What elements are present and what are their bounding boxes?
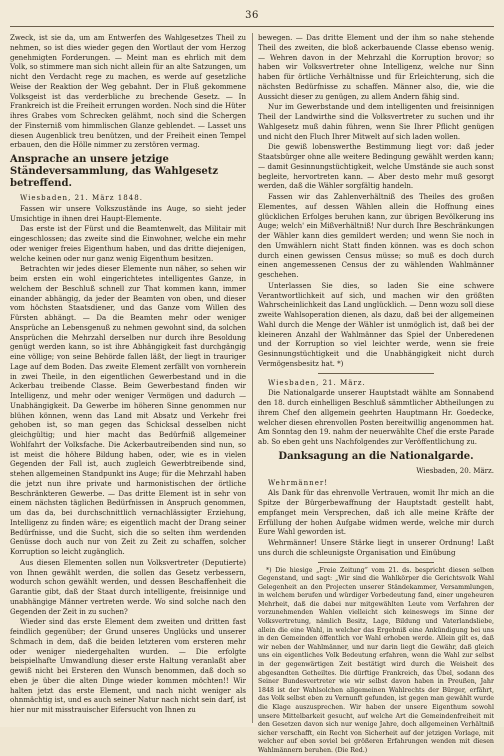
- left-paragraph-4: Betrachten wir jedes dieser Elemente nun näher, so sehen wir beim ersten ein wohl eingerichtetes intelligentes Ganze, in welchem der Beschluß schnell zur That kommen kann, immer einander abhängig, da jeder der Beamten von oben, und dieser vom höchsten Staatsdiener, und das Ganze vom Willen des Fürsten abhängt. — Da die Beamten mehr oder weniger Ansprüche an Lebensgenuß zu nehmen gewohnt sind, da solchen Ansprüchen die Mehrzahl derselben nur durch ihre Besoldung genügt werden kann, so ist ihre Abhängigkeit fast durchgängig eine völlige; von seine Behörde fallen läßt, der liegt in trauriger Lage auf dem Boden. Das zweite Element zerfällt von vornherein in zwei Theile, in den eigentlichen Gewerbestand und in die Ackerbau treibende Classe. Beim Gewerbestand finden wir Intelligenz, und mehr oder weniger Vermögen und dadurch — Unabhängigkeit. Da Gewerbe im höheren Sinne genommen nur blühen können, wenn das Land mit Absatz und Verkehr frei gehoben ist, so man gegen das Schicksal desselben nicht gleichgültig; und hier macht das Bedürfniß allgemeiner Wohlfahrt der Volksfache. Die Ackerbautreibenden sind nun, so ist meist die höhere Bildung haben, oder, wie es in vielen Gegenden der Fall ist, auch zugleich Gewerbtreibende sind, stehen allgemeinen Standpunkt ins Auge; für die Mehrzahl haben die jetzt nun ihre private und harmonistischen der örtliche Beschränkteren Gewerbe. — Das dritte Element ist in sehr von einem nächsten täglichen Bedürfnissen in Anspruch genommen, um das da, bei durchschnittlich vernachlässigter Erziehung, Intelligenz zu finden wäre; es eigentlich macht der Drang seiner Bedürfnisse, und die Sucht, sich die so selten ihm werdenden Genüsse doch auch nur von Zeit zu Zeit zu schaffen, solcher Korruption so leicht zugänglich.: [10, 264, 246, 556]
- text-columns: [10, 27, 494, 754]
- left-paragraph-6: Wieder sind das erste Element dem zweiten und dritten fast feindlich gegenüber; der Grund unseres Unglücks und unserer Schmach in dem, daß die beiden letzteren vom ersteren mehr oder weniger niedergehalten wurden. — Die erfolgte beispielhafte Umwandlung dieser erste Haltung veranlaßt aber gewiß nicht bei Ersteren den Wunsch benommen, daß doch so eben je über die alten Dinge wieder kommen möchten!! Wir halten jetzt das erste Element, und nach nicht weniger als ohnmächtig ist, und es auch seiner Natur nach nicht sein darf, ist hier nur mit misstrauischer Eifersucht von Ihnen zu: [10, 617, 246, 714]
- article-heading: Ansprache an unsere jetzige Ständeversammlung, das Wahlgesetz betreffend.: [10, 154, 219, 189]
- column-divider: [252, 33, 253, 723]
- footnote-text: *) Die hiesige „Freie Zeitung“ vom 21. ds. bespricht diesen selben Gegenstand, und sagt: „Wir sind die Wahlkörper die Gerichtsvolk Wahl Gelegenheit an den Projecten unserer Ständekammer, Versammlungen, in welchem berufen und würdiger Vorbedeutung fand, einer ungeheuren Mehrheit, daß die dabei nur mitgewählten Leute vom Verfahren der vorzunehmenden Wahlen vielleicht sich keineswegs im Sinne der Volksvertretung, nämlich Besitz, Lage, Bildung und Vaterlandsliebe, allein die eine Wahl, in welcher das Ergebniß eine Ankündigung bei uns in den Gemeinden öffentlich vor Wahl erhoben werde. Allein gilt es, daß wir neben der Wahlmänner, und nur darin liegt die Gewähr, daß gleich uns ein eigentliches Volk Bedeutung erfahren, wenn die Wahl zur selbst in der gegenwärtigen Zeit bestätigt wird durch die Weisheit des abgesandten Getheiltes. Die dürftige Frankreich, das Übel, sodann des Seiner Bundesvertreter wie wir selbst davon haben in Preußen, Jahr 1848 ist der Wahlsolchen allgemeinen Wahlrechts der Bürger, erfährt, das Volk selbst eben zu Vernunft gefunden, ist gegen man gewählt wurde die Klage auszusprechen. Wir haben der unsere Eigenthum sowohl unsere Mittelbarkeit gesucht, auf welche Art die Gemeindenfreiheit mit den Gesetzen davon sich nur wenige Jahre, doch allgemeinen Verhältniß sicher verschafft, ein Recht von Sicherheit auf der jetzigen Vorlage, mit welcher auf eben soviel bei größeren Erfahrungen wenden mit diesen Wahlmännern beruhen. (Die Red.): [258, 566, 494, 754]
- right-paragraph-2: Nur im Gewerbstande und dem intelligenten und freisinnigen Theil der Landwirthe sind die Volksvertreter zu suchen und ihr Wahlgesetz muß dahin führen, wenn Sie Ihrer Pflicht genügen und nicht den Fluch Ihrer Mitwelt auf sich laden wollen.: [258, 102, 494, 141]
- footnote: [258, 567, 494, 756]
- right-paragraph-1: bewegen. — Das dritte Element und der ihm so nahe stehende Theil des zweiten, die bloß ackerbauende Classe ebenso wenig. — Wehren davon in der Mehrzahl die Korruption brovor; so haben wir Volksvertreter ohne Intelligenz, welche nur Sinn haben für örtliche Verhältnisse und für Erleichterung, sich die nächsten Bedürfnisse zu schaffen. Männer also, die, wie die Aussicht dieser zu genügen, zu allem Andern fähig sind.: [258, 33, 494, 101]
- salutation: Wehrmänner!: [268, 477, 329, 487]
- footnote-rule: [318, 562, 434, 563]
- right-paragraph-6: Die Nationalgarde unserer Hauptstadt wählte am Sonnabend den 18. durch einhelligen Beschluß sämmtlicher Abtheilungen zu ihrem Chef den allgemein geehrten Hauptmann Hr. Goedecke, welcher diesen ehrenvollen Posten bereitwillig angenommen hat. Am Sonntag den 19. nahm der neuerwählte Chef die erste Parade ab. So eben geht uns Nachfolgendes zur Veröffentlichung zu.: [258, 388, 494, 446]
- announcement-date: Wiesbaden, 20. März.: [416, 465, 494, 475]
- right-paragraph-5: Unterlassen Sie dies, so laden Sie eine schwere Verantwortlichkeit auf sich, und machen wir den größten Wahrscheinlichkeit das Land unglücklich. — Denn wozu soll diese zweite Wahlsoperation dienen, als dazu, daß bei der allgemeinen Wahl durch die Menge der Wähler ist unmöglich ist, daß bei der kleineren Anzahl der Wahlmänner das Spiel der Unberedenen und der Korruption so viel leichter werde, wenn sie freie Gesinnungstüchtigkeit und die Unabhängigkeit nicht durch Vermögensbesitz hat. *): [258, 280, 494, 368]
- right-paragraph-8: Wehrmänner! Unsere Stärke liegt in unserer Ordnung! Laßt uns durch die schleunigste Organisation und Einübung: [258, 538, 494, 557]
- right-paragraph-3: Die gewiß lobenswerthe Bestimmung liegt vor: daß jeder Staatsbürger ohne alle weitere Bedingung gewählt werden kann; — damit Gesinnungstüchtigkeit, welche Umstände sie auch sonst begleite, hervortreten kann. — Aber desto mehr muß gesorgt werden, daß die Wähler sorgfältig handeln.: [258, 142, 494, 191]
- left-column: [10, 33, 246, 723]
- announcement-heading: Danksagung an die Nationalgarde.: [278, 450, 474, 462]
- separator-rule: [318, 373, 434, 374]
- news-dateline: Wiesbaden, 21. März.: [268, 377, 366, 387]
- left-paragraph-5: Aus diesen Elementen sollen nun Volksvertreter (Deputierte) von Ihnen gewählt werden, die sollen das Gesetz verbessern, wodurch schon gewählt werden, und dessen Beschaffenheit die Garantie gibt, daß der Staat durch intelligente, freisinnige und unabhängige Männer vertreten werde. Wo sind solche nach den Gegenden der Zeit in zu suchen?: [10, 557, 246, 616]
- article-dateline: Wiesbaden, 21. März 1848.: [20, 193, 143, 202]
- right-paragraph-4: Fassen wir das Zahlenverhältniß des Theiles des großen Elementes, auf dessen Wählen allein die Hoffnung eines glücklichen Erfolges beruhen kann, zur übrigen Bevölkerung ins Auge; welch' ein Mißverhältniß! Nur durch Ihre Beschränkungen der Wähler kann dies gemildert werden; und wenn Sie noch in den Umwählern nicht Statt finden können. was es doch schon durch einen gewissen Census müsse; so muß es doch durch einen angemessenen Census der zu wählenden Wahlmänner geschehen.: [258, 192, 494, 279]
- left-paragraph-2: Fassen wir unsere Volkszustände ins Auge, so sieht jeder Umsichtige in ihnen drei Haupt-Elemente.: [10, 203, 246, 223]
- right-column: [258, 33, 494, 754]
- right-paragraph-7: Als Dank für das ehrenvolle Vertrauen, womit Ihr mich an die Spitze der Bürgerbewaffnung der Hauptstadt gestellt habt, empfanget mein Versprechen, daß ich alle meine Kräfte der Erfüllung der hohen Aufgabe widmen werde, welche mir durch Eure Wahl geworden ist.: [258, 488, 494, 537]
- page-header: [10, 4, 494, 27]
- page-number: 36: [245, 9, 259, 21]
- left-paragraph-1: Zweck, ist sie da, um am Entwerfen des Wahlgesetzes Theil zu nehmen, so ist dies wieder gegen den Wortlaut der vom Herzog genehmigten Forderungen. — Meint man es ehrlich mit dem Volk, so stimmere man sich nicht allein für an alte Satzungen, um nicht den Verdacht rege zu machen, es werde auf gesetzliche Weise der Reaktion der Weg gebahnt. Der in Fluß gekommene Volksgeist ist das verderbliche zu brechende Gesetz. — In Frankreich ist die Freiheit errungen worden. Noch sind die Hüter ihres Grabes vom Schrecken gelähmt, noch sind die Schergen der Finsterniß vom himmlischen Glanze geblendet. — Lasset uns diesen Augenblick treu benützen, und der Freiheit einen Tempel erbauen, den die Hölle nimmer zu zerstören vermag.: [10, 33, 246, 150]
- left-paragraph-3: Das erste ist der Fürst und die Beamtenwelt, das Militair mit eingeschlossen; das zweite sind die Einwohner, welche ein mehr oder weniger freies Eigenthum haben, und das dritte diejenigen, welche keinen oder nur ganz wenig Eigenthum besitzen.: [10, 224, 246, 263]
